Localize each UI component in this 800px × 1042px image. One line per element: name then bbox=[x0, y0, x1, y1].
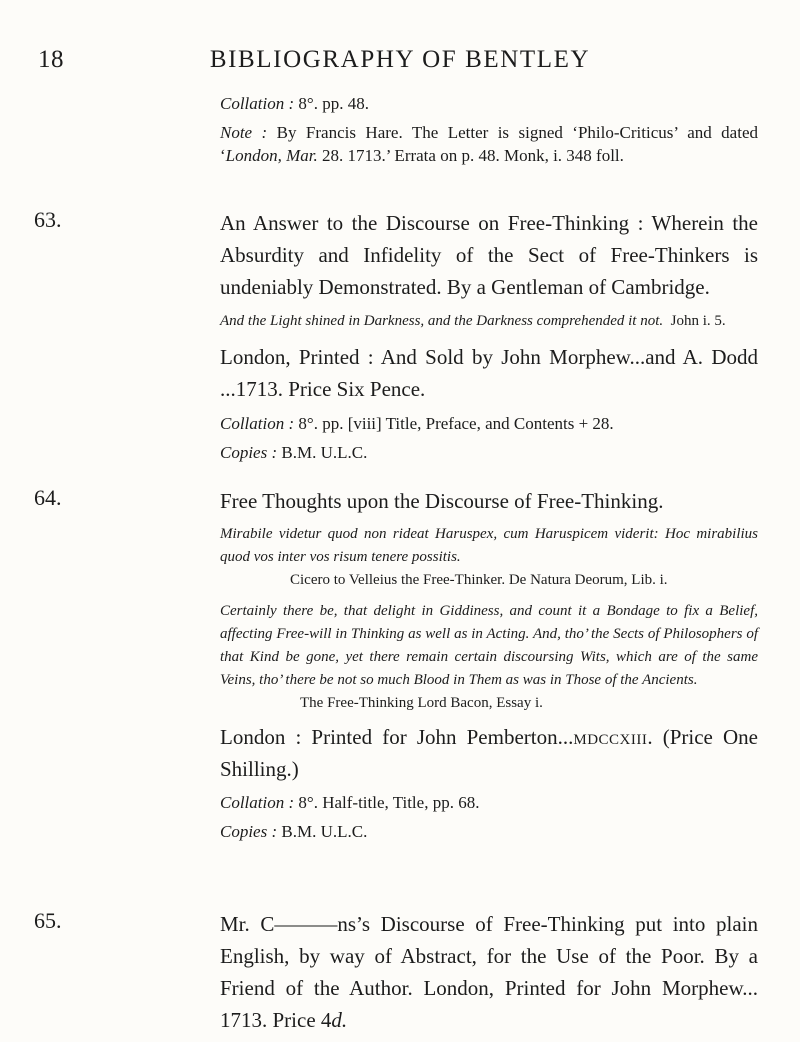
running-header bbox=[0, 46, 800, 82]
imprint-2: . (Price One Shilling.) bbox=[220, 725, 758, 781]
collation-text: 8°. pp. [viii] Title, Preface, and Contents + 28. bbox=[298, 414, 614, 433]
entry-number: 64. bbox=[34, 485, 62, 510]
copies-label: Copies : bbox=[220, 443, 278, 462]
entry-65 bbox=[34, 908, 758, 1036]
pre-entry bbox=[220, 92, 758, 167]
entry-64 bbox=[34, 485, 758, 843]
collation-label: Collation : bbox=[220, 793, 295, 812]
entry-title-italic: d. bbox=[331, 1008, 348, 1032]
copies-line bbox=[220, 820, 758, 843]
epigraph-1: Mirabile videtur quod non rideat Haruspex, cum Haruspicem viderit: Hoc mirabilius quod vos inter vos risum tenere possitis. bbox=[220, 526, 758, 565]
note-line bbox=[220, 121, 758, 167]
collation-label: Collation : bbox=[220, 94, 295, 113]
note-text-2: 28. 1713.’ Errata on p. 48. Monk, i. 348 foll. bbox=[317, 146, 624, 165]
note-label: Note : bbox=[220, 123, 268, 142]
epigraph-1-source: Cicero to Velleius the Free-Thinker. De Natura Deorum, Lib. i. bbox=[290, 572, 668, 588]
collation-line bbox=[220, 92, 758, 115]
collation-text: 8°. Half-title, Title, pp. 68. bbox=[298, 793, 480, 812]
imprint bbox=[220, 721, 758, 785]
entry-63 bbox=[34, 207, 758, 464]
collation-label: Collation : bbox=[220, 414, 295, 433]
note-italic: London, Mar. bbox=[225, 146, 318, 165]
copies-line bbox=[220, 441, 758, 464]
collation-text: 8°. pp. 48. bbox=[298, 94, 369, 113]
entry-title-text: Mr. C———ns’s Discourse of Free-Thinking put into plain English, by way of Abstract, for the Use of the Poor. By a Friend of the Author. London, Printed for John Morphew... 1713. Price 4 bbox=[220, 912, 758, 1032]
running-title: BIBLIOGRAPHY OF BENTLEY bbox=[209, 46, 591, 73]
copies-text: B.M. U.L.C. bbox=[281, 822, 368, 841]
epigraph: And the Light shined in Darkness, and the Darkness comprehended it not. bbox=[220, 313, 664, 329]
copies-label: Copies : bbox=[220, 822, 278, 841]
page-number: 18 bbox=[38, 46, 64, 73]
note-text-1: By Francis Hare. The Letter is signed ‘Philo-Criticus’ and dated ‘ bbox=[220, 123, 758, 165]
entry-number: 63. bbox=[34, 207, 62, 232]
copies-text: B.M. U.L.C. bbox=[281, 443, 368, 462]
epigraph-line bbox=[220, 310, 758, 333]
collation-line bbox=[220, 412, 758, 435]
imprint-year: mdccxiii bbox=[573, 725, 648, 749]
entry-title bbox=[220, 908, 758, 1036]
epigraph-2: Certainly there be, that delight in Giddiness, and count it a Bondage to fix a Belief, affecting Free-will in Thinking as well as in Acting. And, tho’ the Sects of Philosophers of that Kind be gone, yet there remain certain discoursing Wits, which are of the same Veins, tho’ there be not so much Blood in Them as was in Those of the Ancients. bbox=[220, 603, 758, 688]
imprint-1: London : Printed for John Pemberton... bbox=[220, 725, 574, 749]
epigraph-2-source: The Free-Thinking Lord Bacon, Essay i. bbox=[300, 695, 543, 711]
epigraph-source: John i. 5. bbox=[670, 313, 726, 329]
entry-title: An Answer to the Discourse on Free-Thinking : Wherein the Absurdity and Infidelity of the Sect of Free-Thinkers is undeniably Demonstrated. By a Gentleman of Cambridge. bbox=[220, 211, 758, 299]
entry-title: Free Thoughts upon the Discourse of Free-Thinking. bbox=[220, 489, 664, 513]
imprint: London, Printed : And Sold by John Morphew...and A. Dodd ...1713. Price Six Pence. bbox=[220, 345, 758, 401]
entry-number: 65. bbox=[34, 908, 62, 933]
collation-line bbox=[220, 791, 758, 814]
